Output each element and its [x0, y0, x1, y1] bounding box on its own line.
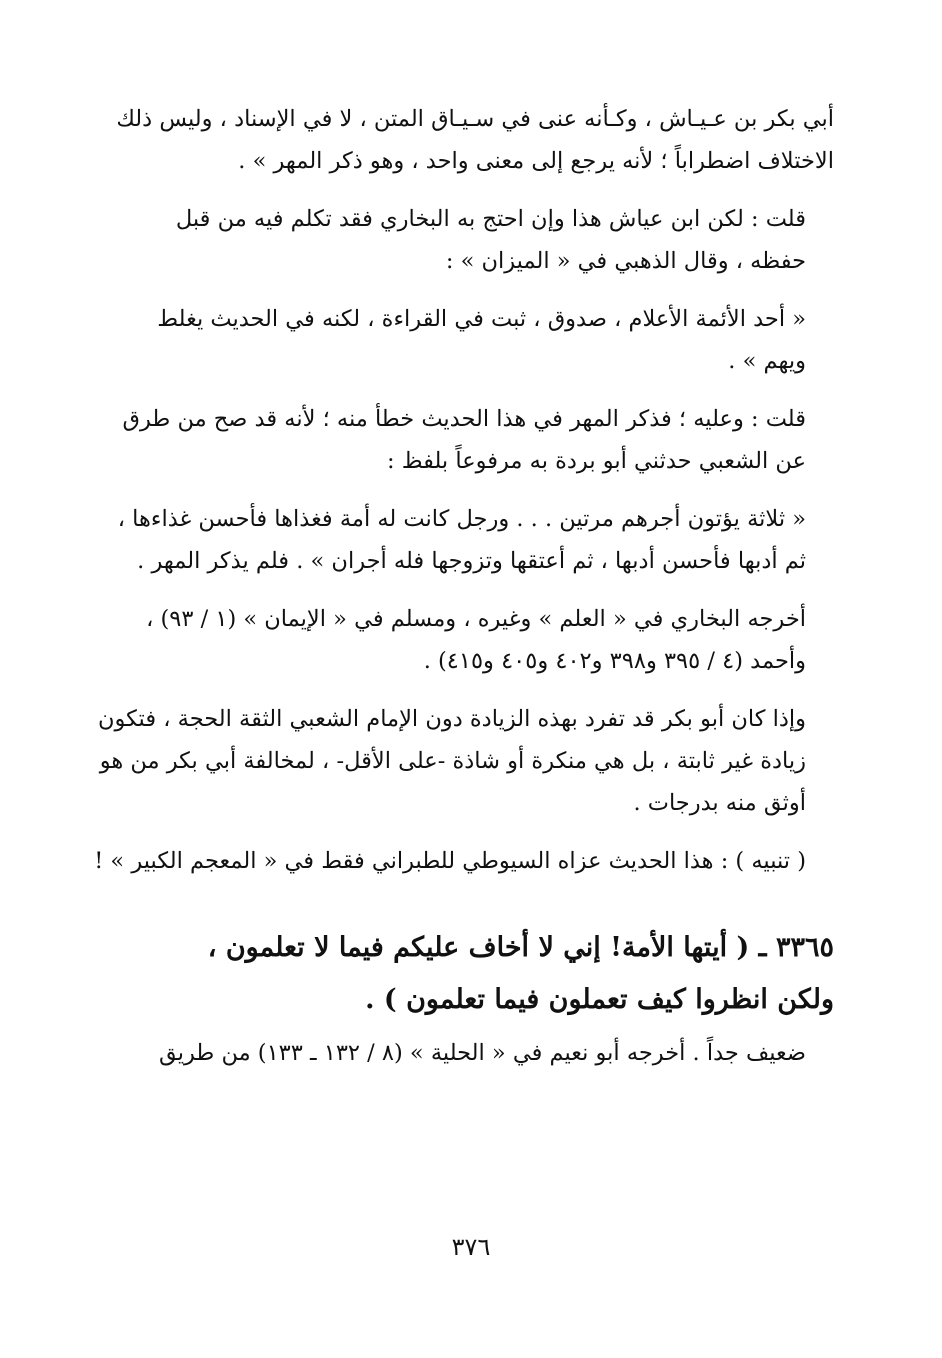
text-line: قلت : وعليه ؛ فذكر المهر في هذا الحديث خطأ منه ؛ لأنه قد صح من طرق	[122, 406, 806, 432]
text-line: « أحد الأئمة الأعلام ، صدوق ، ثبت في القراءة ، لكنه في الحديث يغلط	[157, 306, 806, 332]
page-body	[92, 98, 834, 1318]
hadith-heading-line: ٣٣٦٥ ـ ( أيتها الأمة! إني لا أخاف عليكم فيما لا تعلمون ،	[207, 932, 834, 963]
text-line: وإذا كان أبو بكر قد تفرد بهذه الزيادة دون الإمام الشعبي الثقة الحجة ، فتكون	[97, 706, 806, 732]
paragraph-note	[92, 840, 834, 882]
text-line: ضعيف جداً . أخرجه أبو نعيم في « الحلية » (٨ / ١٣٢ ـ ١٣٣) من طريق	[158, 1040, 806, 1066]
hadith-heading	[92, 922, 834, 1026]
paragraph-grading	[92, 1032, 834, 1074]
text-line: أبي بكر بن عـيـاش ، وكـأنه عنى في سـيـاق المتن ، لا في الإسناد ، وليس ذلك	[116, 106, 834, 132]
text-line: عن الشعبي حدثني أبو بردة به مرفوعاً بلفظ :	[387, 448, 806, 474]
text-line: قلت : لكن ابن عياش هذا وإن احتج به البخاري فقد تكلم فيه من قبل	[175, 206, 806, 232]
paragraph-mahr-error	[92, 398, 834, 482]
text-line: ( تنبيه ) : هذا الحديث عزاه السيوطي للطبراني فقط في « المعجم الكبير » !	[94, 848, 806, 874]
paragraph-hadith-text	[92, 498, 834, 582]
page-number: ٣٧٦	[451, 1233, 491, 1261]
text-line: الاختلاف اضطراباً ؛ لأنه يرجع إلى معنى واحد ، وهو ذكر المهر » .	[238, 148, 834, 174]
paragraph-dhahabi-quote	[92, 298, 834, 382]
text-line: حفظه ، وقال الذهبي في « الميزان » :	[445, 248, 806, 274]
text-line: وأحمد (٤ / ٣٩٥ و٣٩٨ و٤٠٢ و٤٠٥ و٤١٥) .	[423, 648, 806, 674]
text-line: ويهم » .	[728, 348, 806, 374]
text-line: أوثق منه بدرجات .	[633, 790, 806, 816]
paragraph-takhrij	[92, 598, 834, 682]
hadith-heading-line: ولكن انظروا كيف تعملون فيما تعلمون ) .	[365, 984, 834, 1015]
text-line: أخرجه البخاري في « العلم » وغيره ، ومسلم في « الإيمان » (١ / ٩٣) ،	[146, 606, 806, 632]
text-line: زيادة غير ثابتة ، بل هي منكرة أو شاذة -على الأقل- ، لمخالفة أبي بكر من هو	[99, 748, 806, 774]
paragraph-quote-continuation	[92, 98, 834, 182]
text-line: « ثلاثة يؤتون أجرهم مرتين . . . ورجل كانت له أمة فغذاها فأحسن غذاءها ،	[117, 506, 806, 532]
paragraph-comment-ibn-ayyash	[92, 198, 834, 282]
text-line: ثم أدبها فأحسن أدبها ، ثم أعتقها وتزوجها فله أجران » . فلم يذكر المهر .	[137, 548, 806, 574]
paragraph-conclusion	[92, 698, 834, 824]
